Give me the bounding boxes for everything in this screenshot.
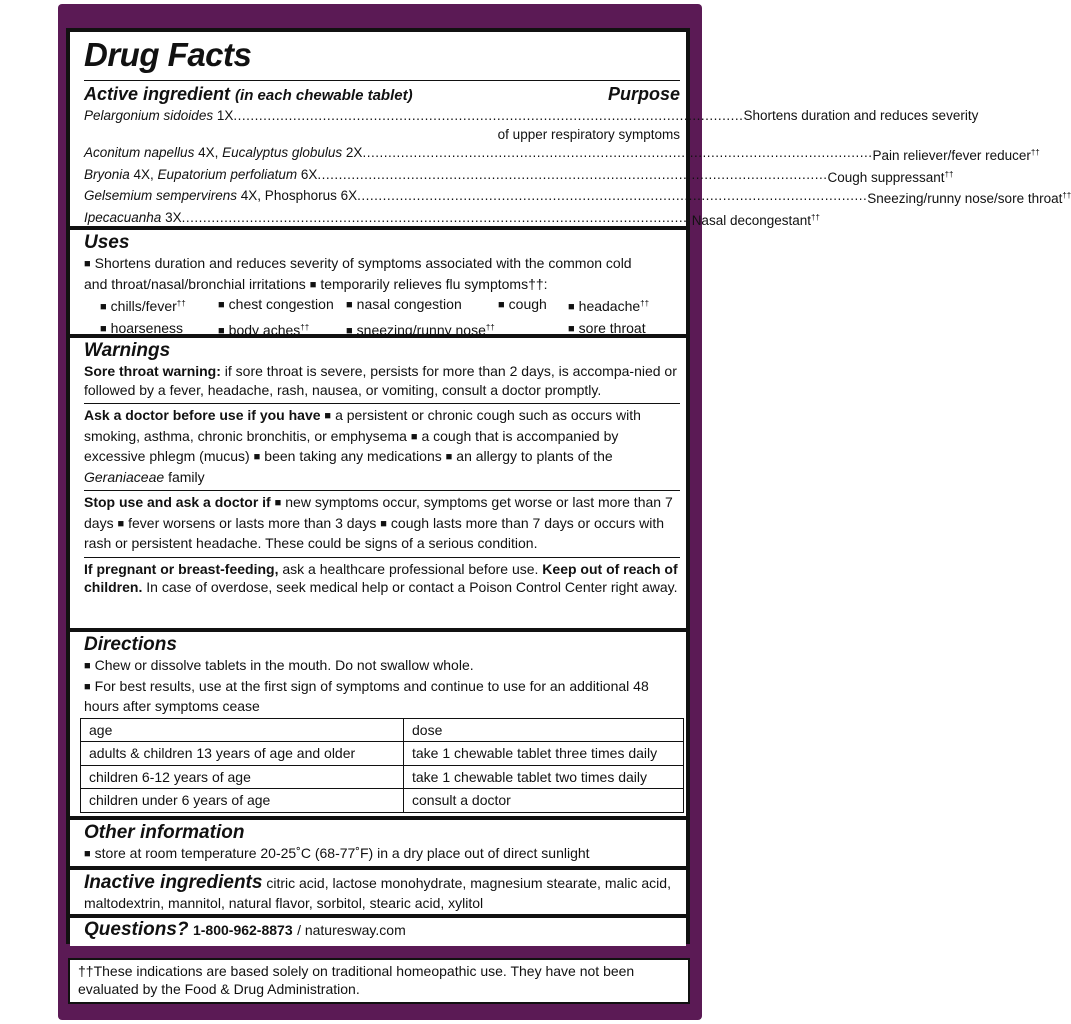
sore-throat-text: if sore throat is severe, persists for more than 2 days, is accompa-nied or followed by a fever, headache, rash, nausea, or vomiting, consult a doctor promptly. <box>84 363 677 398</box>
pregnancy-text: ask a healthcare professional before use. <box>282 560 539 577</box>
table-row <box>81 742 684 766</box>
uses-section <box>70 230 686 338</box>
symptom-item: ■ body aches†† <box>218 319 346 342</box>
ask-item-2: ■ a cough that is accompanied by excessive phlegm (mucus) <box>84 428 618 465</box>
active-ingredient-row <box>84 209 820 231</box>
dosage-table <box>80 718 684 813</box>
uses-text <box>84 254 680 295</box>
direction-item: ■ Chew or dissolve tablets in the mouth. Do not swallow whole. <box>84 657 474 673</box>
other-information-heading: Other information <box>84 822 245 843</box>
drug-facts-panel <box>66 28 1071 944</box>
inactive-ingredients-text: citric acid, lactose monohydrate, magnesium stearate, malic acid, maltodextrin, mannitol, natural flavor, sorbitol, stearic acid, xylitol <box>84 875 671 911</box>
sore-throat-label: Sore throat warning: <box>84 363 221 379</box>
symptom-item: ■ sneezing/runny nose†† <box>346 319 498 342</box>
sore-throat-warning <box>84 362 680 401</box>
pregnancy-warning <box>84 560 680 599</box>
age-cell: children 6-12 years of age <box>81 765 404 789</box>
warnings-divider-3 <box>84 557 680 558</box>
stop-item-1: ■ new symptoms occur, symptoms get worse or last more than 7 days <box>84 494 673 531</box>
dose-cell: take 1 chewable tablet three times daily <box>404 742 684 766</box>
questions-section <box>70 918 686 946</box>
ingredient-purpose: of upper respiratory symptoms <box>497 126 680 142</box>
symptom-item: ■ hoarseness <box>100 319 218 342</box>
ingredient-purpose: Nasal decongestant†† <box>691 212 820 228</box>
ask-doctor-warning <box>84 406 680 488</box>
ingredient-name: Gelsemium sempervirens 4X, Phosphorus 6X <box>84 188 358 203</box>
age-cell: children under 6 years of age <box>81 789 404 813</box>
leader-dots: ........................................................................................................................ <box>233 108 744 123</box>
symptom-item: ■ nasal congestion <box>346 295 498 318</box>
ingredient-name: Ipecacuanha 3X <box>84 209 182 225</box>
stop-item-2: ■ fever worsens or lasts more than 3 days <box>117 515 376 531</box>
homeopathic-footnote: ††These indications are based solely on traditional homeopathic use. They have not been evaluated by the Food & Drug Administration. <box>68 958 690 1004</box>
directions-list <box>84 656 680 716</box>
stop-item-3: ■ cough lasts more than 7 days or occurs with rash or persistent headache. These could be signs of a serious condition. <box>84 515 664 552</box>
age-cell: age <box>81 718 404 742</box>
keep-out-label: Keep out of reach of children. <box>84 560 678 595</box>
stop-use-label: Stop use and ask a doctor if <box>84 494 271 510</box>
dose-cell: consult a doctor <box>404 789 684 813</box>
age-cell: adults & children 13 years of age and older <box>81 742 404 766</box>
active-ingredient-list <box>84 107 1071 230</box>
phone-number[interactable]: 1-800-962-8873 <box>192 922 293 938</box>
symptom-item: ■ headache†† <box>568 295 678 318</box>
uses-heading: Uses <box>84 232 130 253</box>
active-ingredient-row <box>84 187 1071 209</box>
ingredient-name: Pelargonium sidoides 1X <box>84 108 234 123</box>
ask-doctor-label: Ask a doctor before use if you have <box>84 407 321 423</box>
stop-use-warning <box>84 493 680 555</box>
active-ingredient-row <box>84 166 954 188</box>
uses-line-2a: and throat/nasal/bronchial irritations <box>84 275 306 292</box>
active-ingredient-header <box>84 83 680 107</box>
warnings-heading: Warnings <box>84 340 171 361</box>
symptom-item: ■ cough <box>498 295 568 318</box>
title-rule <box>84 80 680 81</box>
table-row <box>81 789 684 813</box>
leader-dots: ........................................................................................................................ <box>362 145 873 160</box>
symptom-item: ■ chest congestion <box>218 295 346 318</box>
pregnancy-label: If pregnant or breast-feeding, <box>84 560 279 577</box>
questions-heading: Questions? <box>84 919 189 940</box>
ingredient-purpose: Shortens duration and reduces severity <box>743 108 979 123</box>
active-ingredient-section <box>70 32 1071 228</box>
directions-section <box>70 632 686 816</box>
leader-dots: ........................................................................................................................ <box>317 166 828 182</box>
active-ingredient-row <box>84 144 1040 166</box>
other-information-section <box>70 820 686 866</box>
uses-line-2b: ■ temporarily relieves flu symptoms††: <box>310 276 548 292</box>
table-row <box>81 765 684 789</box>
inactive-ingredients-heading: Inactive ingredients <box>84 872 263 893</box>
ask-item-1: ■ a persistent or chronic cough such as occurs with smoking, asthma, chronic bronchitis, or emphysema <box>84 407 641 444</box>
website-link[interactable]: / naturesway.com <box>297 922 406 938</box>
ask-item-3: ■ been taking any medications <box>254 448 442 464</box>
active-ingredient-note: (in each chewable tablet) <box>235 87 413 104</box>
dose-cell: take 1 chewable tablet two times daily <box>404 765 684 789</box>
purpose-heading: Purpose <box>607 84 680 104</box>
warnings-divider-2 <box>84 490 680 491</box>
uses-line-1: ■ Shortens duration and reduces severity of symptoms associated with the common cold <box>84 255 632 271</box>
plant-family: Geraniaceae <box>84 468 165 485</box>
symptom-list <box>84 295 680 343</box>
direction-item: ■ For best results, use at the first sign of symptoms and continue to use for an additional 48 hours after symptoms cease <box>84 678 649 715</box>
leader-dots: ........................................................................................................................ <box>357 188 868 203</box>
leader-dots: ........................................................................................................................ <box>181 209 692 225</box>
storage-item: ■ store at room temperature 20-25˚C (68-77˚F) in a dry place out of direct sunlight <box>84 845 590 861</box>
keep-out-text: In case of overdose, seek medical help or contact a Poison Control Center right away. <box>146 579 678 595</box>
active-ingredient-row <box>84 126 680 145</box>
ingredient-name: Aconitum napellus 4X, Eucalyptus globulus 2X <box>84 145 363 160</box>
ingredient-purpose: Cough suppressant†† <box>827 169 954 185</box>
drug-facts-title: Drug Facts <box>84 36 252 73</box>
ask-item-4: ■ an allergy to plants of the <box>446 448 613 464</box>
table-header-row <box>81 718 684 742</box>
symptom-item: ■ sore throat <box>568 319 678 342</box>
ingredient-name: Bryonia 4X, Eupatorium perfoliatum 6X <box>84 166 318 182</box>
symptom-item: ■ chills/fever†† <box>100 295 218 318</box>
active-ingredient-heading: Active ingredient <box>84 84 231 104</box>
plant-family-tail: family <box>168 468 205 485</box>
warnings-divider-1 <box>84 403 680 404</box>
ingredient-purpose: Pain reliever/fever reducer†† <box>872 148 1040 163</box>
ingredient-purpose: Sneezing/runny nose/sore throat†† <box>867 191 1071 206</box>
dose-cell: dose <box>404 718 684 742</box>
directions-heading: Directions <box>84 634 177 655</box>
warnings-section <box>70 338 686 628</box>
inactive-ingredients-section <box>70 870 686 914</box>
active-ingredient-row <box>84 107 979 126</box>
